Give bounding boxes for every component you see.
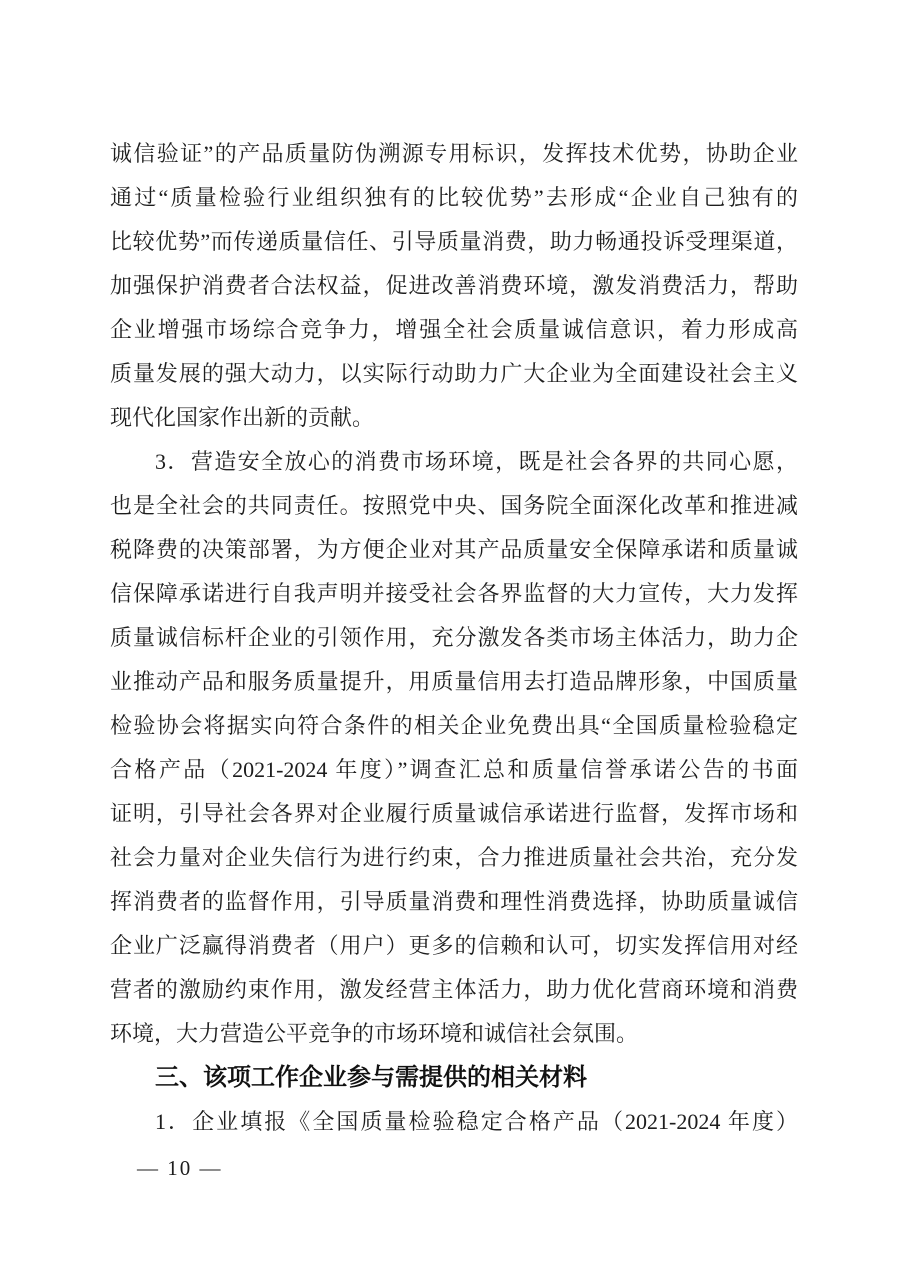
text-line: 诚信验证”的产品质量防伪溯源专用标识，发挥技术优势，协助企业 [110,141,798,166]
text-line: 企业增强市场综合竞争力，增强全社会质量诚信意识，着力形成高 [110,317,798,342]
text-line: 环境，大力营造公平竞争的市场环境和诚信社会氛围。 [110,1021,639,1046]
text-line: 合格产品（2021-2024 年度）”调查汇总和质量信誉承诺公告的书面 [110,757,798,782]
text-line: 证明，引导社会各界对企业履行质量诚信承诺进行监督，发挥市场和 [110,801,798,826]
text-line: 企业广泛赢得消费者（用户）更多的信赖和认可，切实发挥信用对经 [110,933,798,958]
text-line: 3．营造安全放心的消费市场环境，既是社会各界的共同心愿， [155,449,798,474]
section-heading: 三、该项工作企业参与需提供的相关材料 [155,1064,587,1091]
text-line: 加强保护消费者合法权益，促进改善消费环境，激发消费活力，帮助 [110,273,798,298]
text-line: 营者的激励约束作用，激发经营主体活力，助力优化营商环境和消费 [110,977,798,1002]
text-line: 检验协会将据实向符合条件的相关企业免费出具“全国质量检验稳定 [110,713,798,738]
text-line: 通过“质量检验行业组织独有的比较优势”去形成“企业自己独有的 [110,185,798,210]
text-line: 信保障承诺进行自我声明并接受社会各界监督的大力宣传，大力发挥 [110,581,798,606]
text-line: 税降费的决策部署，为方便企业对其产品质量安全保障承诺和质量诚 [110,537,798,562]
text-line: 也是全社会的共同责任。按照党中央、国务院全面深化改革和推进减 [110,493,798,518]
document-body [110,132,798,1144]
text-line: 质量发展的强大动力，以实际行动助力广大企业为全面建设社会主义 [110,361,798,386]
text-line: 质量诚信标杆企业的引领作用，充分激发各类市场主体活力，助力企 [110,625,798,650]
text-line: 1．企业填报《全国质量检验稳定合格产品（2021-2024 年度） [155,1109,798,1134]
text-line: 比较优势”而传递质量信任、引导质量消费，助力畅通投诉受理渠道， [110,229,798,254]
page-number: — 10 — [137,1156,223,1180]
text-line: 挥消费者的监督作用，引导质量消费和理性消费选择，协助质量诚信 [110,889,798,914]
text-line: 社会力量对企业失信行为进行约束，合力推进质量社会共治，充分发 [110,845,798,870]
text-line: 现代化国家作出新的贡献。 [110,405,375,430]
text-line: 业推动产品和服务质量提升，用质量信用去打造品牌形象，中国质量 [110,669,798,694]
